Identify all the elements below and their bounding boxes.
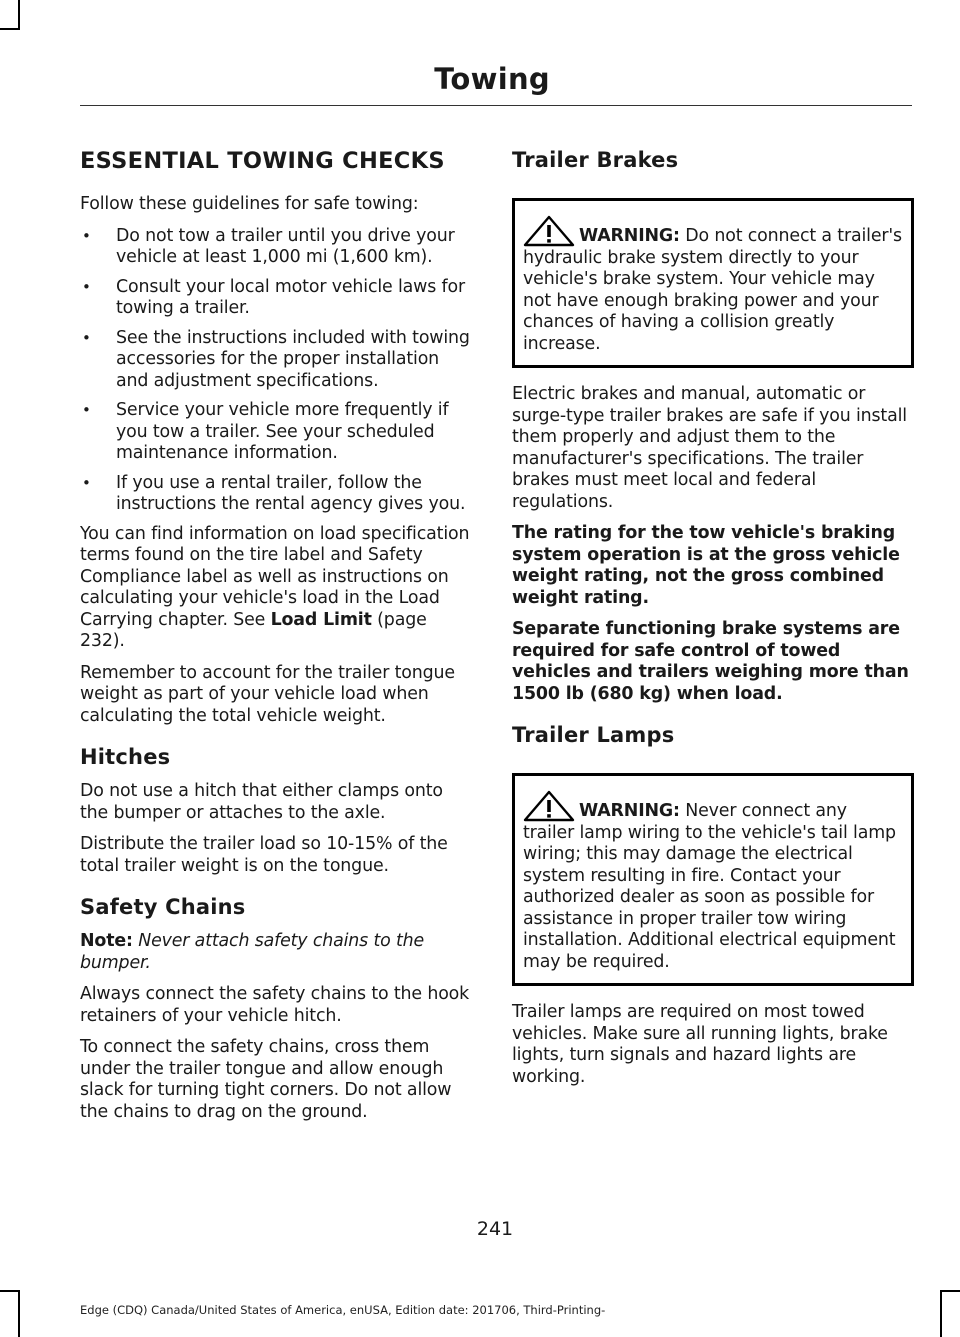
brakes-paragraph: Electric brakes and manual, automatic or surge-type trailer brakes are safe if you install them properly and adjust them to the manufacturer's specifications. The trailer brakes must meet local and federal regulations. <box>512 384 907 512</box>
guidelines-list <box>80 226 476 516</box>
brakes-bold-paragraph-2: Separate functioning brake systems are required for safe control of towed vehicles and trailers weighing more than 1500 lb (680 kg) when load. <box>512 619 909 704</box>
note-text: Never attach safety chains to the bumper. <box>80 931 425 973</box>
crop-mark <box>0 1290 20 1292</box>
right-column <box>512 140 914 1098</box>
brakes-warning-text-block <box>523 215 903 355</box>
list-item: • See the instructions included with towing accessories for the proper installation and adjustment specifications. <box>80 328 476 393</box>
intro-text: Follow these guidelines for safe towing: <box>80 194 419 214</box>
warning-triangle-icon <box>523 215 575 247</box>
load-info-paragraph <box>80 524 476 653</box>
safety-chains-paragraph-1: Always connect the safety chains to the hook retainers of your vehicle hitch. <box>80 984 470 1026</box>
note-label: Note: <box>80 931 133 951</box>
lamps-paragraph: Trailer lamps are required on most towed vehicles. Make sure all running lights, brake lights, turn signals and hazard lights are working. <box>512 1002 888 1087</box>
essential-towing-checks-heading: ESSENTIAL TOWING CHECKS <box>80 148 445 174</box>
warning-text: Never connect any trailer lamp wiring to the vehicle's tail lamp wiring; this may damage the electrical system resulting in fire. Contact your authorized dealer as soon as possible for assistance in proper trailer tow wiring installation. Additional electrical equipment may be required. <box>523 801 896 972</box>
safety-chains-heading: Safety Chains <box>80 895 246 919</box>
lamps-warning-box <box>512 773 914 986</box>
warning-label: WARNING: <box>579 801 680 821</box>
crop-mark <box>940 1290 960 1292</box>
warning-label: WARNING: <box>579 226 680 246</box>
trailer-brakes-heading: Trailer Brakes <box>512 148 679 172</box>
load-info-text: You can find information on load specification terms found on the tire label and Safety Compliance label as well as instructions on calculating your vehicle's load in the Load Carrying chapter. See <box>80 523 470 630</box>
hitches-paragraph-2: Distribute the trailer load so 10-15% of the total trailer weight is on the tongue. <box>80 834 448 876</box>
lamps-warning-text-block <box>523 790 903 973</box>
page-reference: (page 232). <box>80 609 427 651</box>
hitches-paragraph-1: Do not use a hitch that either clamps onto the bumper or attaches to the axle. <box>80 781 443 823</box>
crop-mark <box>0 28 20 30</box>
warning-text: Do not connect a trailer's hydraulic brake system directly to your vehicle's brake system. Your vehicle may not have enough braking power and your chances of having a collision greatly increase. <box>523 226 902 354</box>
safety-chains-paragraph-2: To connect the safety chains, cross them under the trailer tongue and allow enough slack for turning tight corners. Do not allow the chains to drag on the ground. <box>80 1037 452 1122</box>
safety-chains-note <box>80 931 476 974</box>
warning-triangle-icon <box>523 790 575 822</box>
trailer-lamps-heading: Trailer Lamps <box>512 723 675 747</box>
hitches-heading: Hitches <box>80 745 171 769</box>
brakes-warning-box <box>512 198 914 368</box>
edition-footer: Edge (CDQ) Canada/United States of America, enUSA, Edition date: 201706, Third-Printing- <box>80 1303 606 1317</box>
page-header-title: Towing <box>434 62 550 96</box>
list-item: • Service your vehicle more frequently if you tow a trailer. See your scheduled maintenance information. <box>80 400 476 465</box>
crop-mark <box>940 1290 942 1337</box>
list-item: • Consult your local motor vehicle laws for towing a trailer. <box>80 277 476 320</box>
tongue-weight-paragraph: Remember to account for the trailer tongue weight as part of your vehicle load when calculating the total vehicle weight. <box>80 662 455 726</box>
load-limit-link[interactable]: Load Limit <box>270 609 372 630</box>
list-item: • If you use a rental trailer, follow the instructions the rental agency gives you. <box>80 473 476 516</box>
crop-mark <box>18 1290 20 1337</box>
list-item: • Do not tow a trailer until you drive your vehicle at least 1,000 mi (1,600 km). <box>80 226 476 269</box>
crop-mark <box>18 0 20 30</box>
brakes-bold-paragraph-1: The rating for the tow vehicle's braking system operation is at the gross vehicle weight rating, not the gross combined weight rating. <box>512 523 900 608</box>
page-number: 241 <box>476 1218 514 1240</box>
header-divider <box>80 105 912 106</box>
left-column <box>80 140 476 1133</box>
